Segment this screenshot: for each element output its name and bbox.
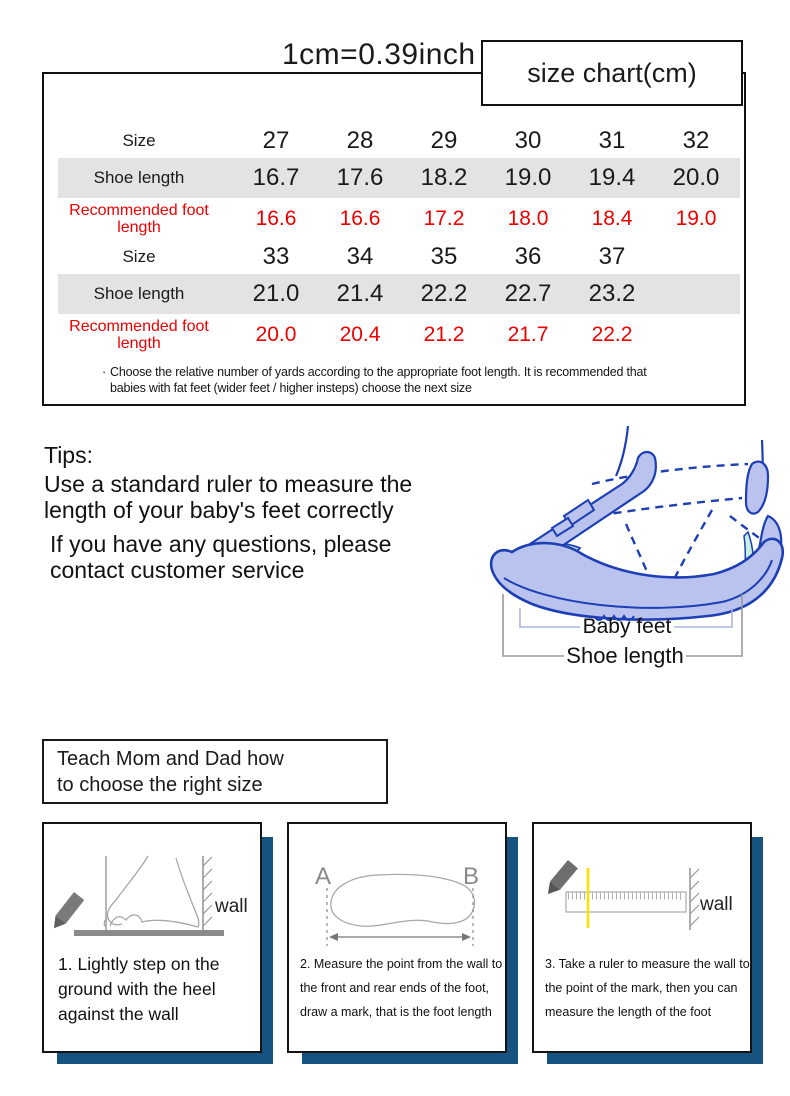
shoe-length-cell: 16.7 — [252, 164, 300, 191]
step2-caption-line1: 2. Measure the point from the wall to — [300, 957, 503, 971]
step2-illustration — [293, 844, 503, 956]
teach-box — [42, 739, 388, 804]
shoe-length-cell: 23.2 — [588, 280, 636, 307]
point-b-label: B — [463, 863, 480, 890]
size-table — [42, 72, 746, 406]
conversion-note: 1cm=0.39inch — [282, 38, 476, 71]
step-panel-3 — [532, 822, 752, 1053]
size-cell: 37 — [598, 243, 626, 270]
wall-label: wall — [215, 896, 248, 917]
wall-hatch-icon — [203, 857, 212, 926]
row-header-foot-length-text: Recommended foot length — [69, 202, 209, 236]
tips-contact — [44, 531, 412, 584]
row-header-size: Size — [122, 247, 156, 266]
row-header-foot-length-text: Recommended foot length — [69, 318, 209, 352]
note-bullet: · — [102, 365, 106, 379]
length-arrow-icon — [329, 933, 471, 941]
tips-block — [44, 442, 412, 584]
foot-length-cell: 19.0 — [675, 207, 717, 230]
step3-illustration — [538, 846, 748, 956]
table-row-foot-length-2 — [44, 314, 744, 356]
size-cell: 33 — [262, 243, 290, 270]
point-a-label: A — [315, 863, 332, 890]
tips-line-4: contact customer service — [50, 557, 305, 583]
shoe-length-cell: 22.2 — [420, 280, 468, 307]
foot-length-cell: 16.6 — [255, 207, 297, 230]
step1-caption-line1: 1. Lightly step on the — [58, 954, 220, 974]
step2-caption-line3: draw a mark, that is the foot length — [300, 1005, 492, 1019]
step2-caption — [300, 952, 502, 1024]
table-note — [98, 364, 736, 396]
foot-length-cell: 16.6 — [339, 207, 381, 230]
shoe-length-cell: 19.4 — [588, 164, 636, 191]
foot-length-cell: 18.4 — [591, 207, 633, 230]
note-line-2: babies with fat feet (wider feet / higher insteps) choose the next size — [110, 381, 472, 395]
size-cell: 27 — [262, 127, 290, 154]
shoe-length-cell: 21.0 — [252, 280, 300, 307]
row-header-foot-length — [44, 202, 234, 236]
step3-caption-line1: 3. Take a ruler to measure the wall to — [545, 957, 750, 971]
shoe-length-cell: 22.7 — [504, 280, 552, 307]
step1-caption — [58, 952, 220, 1027]
table-row-shoe-length-2 — [44, 274, 744, 314]
note-line-1: Choose the relative number of yards according to the appropriate foot length. It is recommended that — [110, 365, 647, 379]
pencil-icon — [49, 892, 84, 932]
shoe-length-cell: 21.4 — [336, 280, 384, 307]
step3-caption-line3: measure the length of the foot — [545, 1005, 712, 1019]
foot-length-cell: 21.2 — [423, 323, 465, 346]
shoe-length-cell: 19.0 — [504, 164, 552, 191]
size-chart-title-box — [481, 40, 743, 106]
shoe-strap — [530, 452, 656, 553]
foot-length-cell: 20.0 — [255, 323, 297, 346]
row-header-size: Size — [122, 131, 156, 150]
row-header-foot-length — [44, 318, 234, 352]
foot-length-cell: 21.7 — [507, 323, 549, 346]
size-cell: 36 — [514, 243, 542, 270]
foot-side-outline — [104, 856, 198, 927]
tips-title: Tips: — [44, 442, 93, 468]
shoe-heel-tab — [746, 462, 768, 514]
teach-line-1: Teach Mom and Dad how — [57, 748, 284, 770]
ground-bar — [74, 930, 224, 936]
tips-line-2: length of your baby's feet correctly — [44, 497, 394, 523]
foot-length-cell: 17.2 — [423, 207, 465, 230]
shoe-length-cell: 20.0 — [672, 164, 720, 191]
row-header-shoe-length: Shoe length — [93, 284, 185, 303]
step1-caption-line3: against the wall — [58, 1004, 179, 1024]
step-panel-2 — [287, 822, 507, 1053]
wall-label: wall — [700, 894, 733, 915]
foot-length-cell: 22.2 — [591, 323, 633, 346]
baby-feet-label: Baby feet — [582, 615, 672, 638]
shoe-length-label: Shoe length — [566, 643, 684, 668]
wall-hatch-icon — [690, 869, 699, 926]
foot-length-cell: 18.0 — [507, 207, 549, 230]
table-row-foot-length-1 — [44, 198, 744, 240]
step1-illustration — [48, 852, 258, 964]
shoe-length-cell: 17.6 — [336, 164, 384, 191]
step3-caption-line2: the point of the mark, then you can — [545, 981, 738, 995]
step-panel-1 — [42, 822, 262, 1053]
teach-line-2: to choose the right size — [57, 774, 263, 796]
step1-caption-line2: ground with the heel — [58, 979, 216, 999]
table-row-sizes-1 — [44, 124, 744, 158]
row-header-shoe-length: Shoe length — [93, 168, 185, 187]
footprint-outline — [331, 874, 475, 926]
step2-caption-line2: the front and rear ends of the foot, — [300, 981, 490, 995]
size-cell: 30 — [514, 127, 542, 154]
tips-line-3: If you have any questions, please — [50, 530, 392, 557]
foot-length-cell: 20.4 — [339, 323, 381, 346]
size-cell: 31 — [598, 127, 626, 154]
size-cell: 34 — [346, 243, 374, 270]
size-cell: 32 — [682, 127, 710, 154]
size-cell: 28 — [346, 127, 374, 154]
shoe-length-cell: 18.2 — [420, 164, 468, 191]
table-row-shoe-length-1 — [44, 158, 744, 198]
step3-caption — [545, 952, 750, 1024]
size-chart-title: size chart(cm) — [527, 57, 697, 88]
size-cell: 35 — [430, 243, 458, 270]
note-text — [110, 364, 647, 396]
size-cell: 29 — [430, 127, 458, 154]
tips-line-1: Use a standard ruler to measure the — [44, 470, 413, 497]
shoe-measure-diagram — [476, 420, 790, 672]
table-row-sizes-2 — [44, 240, 744, 274]
